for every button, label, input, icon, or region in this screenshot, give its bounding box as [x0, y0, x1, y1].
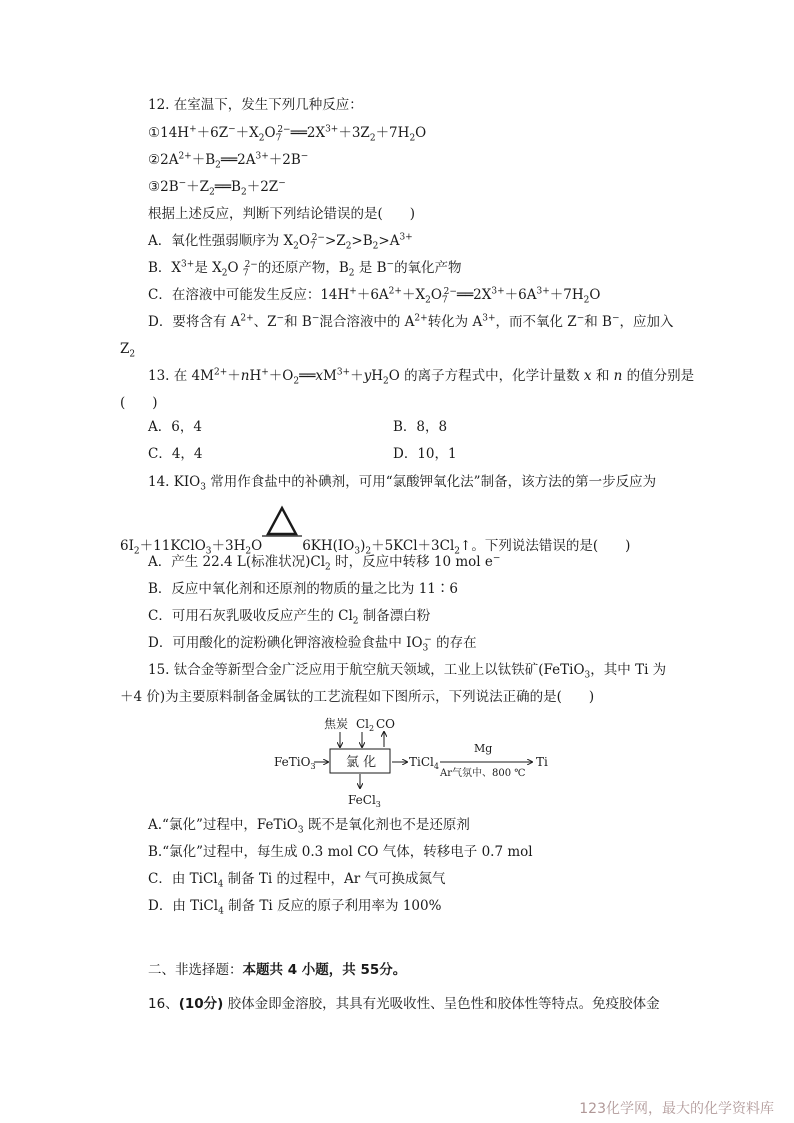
q15-stem-line-2: ＋4 价)为主要原料制备金属钛的工艺流程如下图所示，下列说法正确的是( ) — [120, 689, 595, 705]
reagent-label: Mg — [474, 742, 493, 755]
q12-reaction-3: $③2B^-+Z_2══B_2+2Z^-$ — [148, 178, 286, 198]
ti-label: Ti — [536, 755, 548, 769]
q16-stem: 16、(10分) 胶体金即金溶胶，其具有光吸收性、呈色性和胶体性等特点。免疫胶体金 — [148, 996, 660, 1012]
fecl3-label: FeCl$_3$ — [348, 793, 381, 809]
q13-paren: ( ) — [120, 395, 158, 411]
q14-option-c[interactable]: C．可用石灰乳吸收反应产生的 $Cl_2$ 制备漂白粉 — [148, 608, 431, 627]
q13-option-c[interactable]: C．4，4 — [148, 446, 203, 462]
q12-reaction-2: $②2A^{2+}+B_2══2A^{3+}+2B^-$ — [148, 151, 309, 171]
q12-reaction-1: $①14H^++6Z^-+X_2O_7^{2-}══2X^{3+}+3Z_2+7H_2O$ — [148, 124, 427, 144]
q12-option-d-cont: $Z_2$ — [120, 341, 136, 360]
q15-stem-line-1: 15. 钛合金等新型合金广泛应用于航空航天领域，工业上以钛铁矿(FeTiO$_3$，其中 Ti 为 — [148, 662, 667, 681]
q15-option-d[interactable]: D．由 TiCl$_4$ 制备 Ti 反应的原子利用率为 100% — [148, 898, 442, 917]
q12-option-c[interactable]: C．在溶液中可能发生反应：$14H^++6A^{2+}+X_2O_7^{2-}══2X^{3+}+6A^{3+}+7H_2O$ — [148, 286, 601, 306]
q13-option-d[interactable]: D．10，1 — [393, 446, 457, 462]
q14-option-b[interactable]: B．反应中氧化剂和还原剂的物质的量之比为 11∶6 — [148, 581, 458, 597]
q14-stem: 14. $KIO_3$ 常用作食盐中的补碘剂，可用“氯酸钾氧化法”制备，该方法的第一步反应为 — [148, 474, 657, 493]
q13-options-row-1 — [148, 418, 568, 436]
ticl4-label: TiCl$_4$ — [409, 755, 439, 771]
footer-watermark: 123化学网，最大的化学资料库 — [579, 1101, 774, 1117]
section-2-title: 二、非选择题：本题共 4 小题，共 55分。 — [148, 962, 407, 978]
input-chlorine-label: $Cl_2$ — [356, 717, 375, 733]
q12-option-a[interactable]: A．氧化性强弱顺序为 $X_2O_7^{2-}>Z_2>B_2>A^{3+}$ — [148, 232, 413, 252]
heat-triangle-icon — [262, 500, 302, 559]
q13-option-a[interactable]: A．6，4 — [148, 419, 202, 435]
q15-option-a[interactable]: A.“氯化”过程中，FeTiO$_3$ 既不是氧化剂也不是还原剂 — [148, 817, 470, 836]
q12-stem: 12. 在室温下，发生下列几种反应： — [148, 97, 363, 113]
q13-options-row-2 — [148, 445, 568, 463]
q13-stem: 13. 在 $4M^{2+}+nH^++O_2══xM^{3+}+yH_2O$ 的离子方程式中，化学计量数 x 和 n 的值分别是 — [148, 367, 695, 387]
q12-option-b[interactable]: B．$X^{3+}$是 $X_2O$ $_7^{2-}$的还原产物，$B_2$ 是 B−的氧化产物 — [148, 259, 462, 279]
input-coke-label: 焦炭 — [324, 717, 349, 731]
condition-label: Ar气氛中、800 ℃ — [440, 768, 526, 779]
process-flow-diagram — [270, 712, 570, 812]
q14-equation: $6I_2+11KClO_3+3H_2O$ $6KH(IO_3)_2+5KCl+3Cl_2↑$。下列说法错误的是( ) — [120, 500, 630, 546]
output-co-label: CO — [376, 717, 396, 731]
q12-question: 根据上述反应，判断下列结论错误的是( ) — [148, 206, 416, 222]
q15-option-c[interactable]: C．由 TiCl$_4$ 制备 Ti 的过程中，Ar 气可换成氮气 — [148, 871, 446, 890]
q12-option-d[interactable]: D．要将含有 $A^{2+}$、Z−和 B−混合溶液中的 $A^{2+}$转化为 $A^{3+}$，而不氧化 Z−和 B−，应加入 — [148, 313, 674, 330]
feed-label: FeTiO$_3$ — [274, 755, 316, 771]
q14-option-d[interactable]: D．可用酸化的淀粉碘化钾溶液检验食盐中 $IO_3^-$ 的存在 — [148, 634, 477, 654]
q13-option-b[interactable]: B．8，8 — [393, 419, 448, 435]
q14-option-a[interactable]: A．产生 22.4 L(标准状况)$Cl_2$ 时，反应中转移 10 mol e− — [148, 553, 501, 573]
chlorination-box-label: 氯 化 — [346, 755, 377, 770]
q15-option-b[interactable]: B.“氯化”过程中，每生成 0.3 mol CO 气体，转移电子 0.7 mol — [148, 844, 533, 860]
